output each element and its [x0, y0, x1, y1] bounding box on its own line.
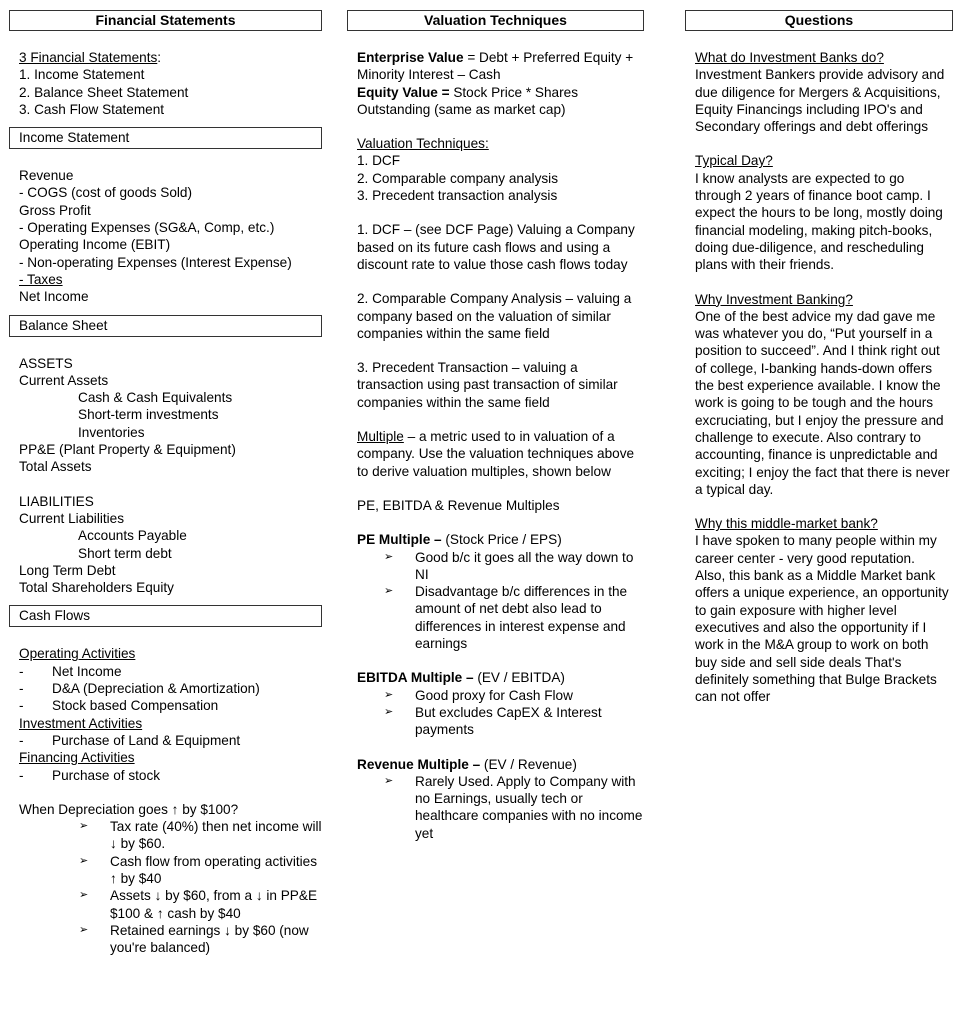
answer: Investment Bankers provide advisory and due diligence for Mergers & Acquisitions, Equity Financings including IPO's and Secondary offerings and debt offerings — [695, 67, 945, 135]
answer: I know analysts are expected to go through 2 years of finance boot camp. I expect the hours to be long, mostly doing financial modeling, making pitch-books, doing due-diligence, and rescheduling plans with their friends. — [695, 170, 943, 273]
income-statement-header: Income Statement — [9, 127, 322, 149]
fs-section: 3 Financial Statements: 1. Income Statement 2. Balance Sheet Statement 3. Cash Flow Statement — [9, 49, 322, 118]
depreciation-question: When Depreciation goes ↑ by $100? — [19, 801, 239, 817]
arrow-bullet-icon: ➢ — [79, 820, 89, 833]
multiple-paragraph: Multiple – a metric used to in valuation of a company. Use the valuation techniques above to derive valuation multiples, shown below — [357, 429, 635, 479]
dash-icon: - — [19, 767, 24, 783]
arrow-bullet-icon: ➢ — [384, 774, 394, 787]
list-item: ➢ Tax rate (40%) then net income will ↓ by $60. — [79, 819, 322, 852]
list-item: - D&A (Depreciation & Amortization) — [19, 681, 260, 697]
arrow-bullet-icon: ➢ — [384, 705, 394, 718]
fs-item: 2. Balance Sheet Statement — [19, 84, 189, 100]
questions-section — [685, 49, 953, 705]
answer: One of the best advice my dad gave me was whatever you do, “Put yourself in a position to succeed”. And I think right out of college, I-banking hands-down offers the best experience available. I know the work is going to be tough and the hours excruciating, but I enjoy the pressure and challenge to execute. Also contrary to accounting, finance is unpredictable and exciting; I enjoy the fact that there is never a typical day. — [695, 308, 950, 497]
balance-section: ASSETS Current Assets Cash & Cash Equivalents Short-term investments Inventories PP&E (Plant Property & Equipment) Total Assets LIABILITIES Current Liabilities Accounts Payable Short term debt Long Term Debt Total Shareholders Equity — [19, 355, 236, 596]
questions-header: Questions — [685, 10, 953, 31]
arrow-bullet-icon: ➢ — [384, 688, 394, 701]
list-item: ➢ Good proxy for Cash Flow — [384, 687, 573, 703]
income-section: Revenue - COGS (cost of goods Sold) Gross Profit - Operating Expenses (SG&A, Comp, etc.) Operating Income (EBIT) - Non-operating Expenses (Interest Expense) - Taxes Net Income — [19, 168, 292, 305]
balance-sheet-header: Balance Sheet — [9, 315, 322, 337]
dash-icon: - — [19, 732, 24, 748]
dcf-paragraph: 1. DCF – (see DCF Page) Valuing a Company based on its future cash flows and using a discount rate to value those cash flows today — [357, 222, 635, 272]
arrow-bullet-icon: ➢ — [79, 889, 89, 902]
cash-flows-header: Cash Flows — [9, 605, 322, 627]
question: Typical Day? — [695, 153, 773, 169]
financial-statements-header: Financial Statements — [9, 10, 322, 31]
list-item: ➢ Rarely Used. Apply to Company with no Earnings, usually tech or healthcare companies with no income yet — [384, 773, 643, 841]
arrow-bullet-icon: ➢ — [79, 854, 89, 867]
arrow-bullet-icon: ➢ — [384, 550, 394, 563]
question: Why this middle-market bank? — [695, 516, 878, 532]
dash-icon: - — [19, 698, 24, 714]
question: Why Investment Banking? — [695, 291, 853, 307]
list-item: - Stock based Compensation — [19, 698, 219, 714]
column-valuation-techniques — [347, 10, 644, 842]
list-item: ➢ But excludes CapEX & Interest payments — [384, 704, 602, 738]
column-questions — [685, 10, 953, 705]
arrow-bullet-icon: ➢ — [384, 585, 394, 598]
list-item: - Purchase of stock — [19, 767, 161, 783]
fs-item: 3. Cash Flow Statement — [19, 101, 165, 117]
comparable-paragraph: 2. Comparable Company Analysis – valuing a company based on the valuation of similar companies within the same field — [357, 291, 632, 341]
answer: I have spoken to many people within my career center - very good reputation. — [695, 533, 937, 566]
list-item: - Net Income — [19, 663, 122, 679]
question: What do Investment Banks do? — [695, 50, 884, 65]
list-item: ➢ Good b/c it goes all the way down to NI — [384, 549, 634, 582]
column-financial-statements — [9, 10, 322, 956]
precedent-paragraph: 3. Precedent Transaction – valuing a transaction using past transaction of similar companies within the same field — [357, 360, 618, 410]
dash-icon: - — [19, 663, 24, 679]
list-item: ➢ Assets ↓ by $60, from a ↓ in PP&E $100 & ↑ cash by $40 — [79, 888, 318, 921]
list-item: ➢ Cash flow from operating activities ↑ by $40 — [79, 853, 318, 886]
list-item: ➢ Disadvantage b/c differences in the amount of net debt also lead to differences in interest expense and earnings — [384, 584, 628, 652]
cash-section: Operating Activities - Net Income - D&A (Depreciation & Amortization) - Stock based Compensation Investment Activities - Purchase of Land & Equipment Financing Activities - Purchase of stock When Depreciation goes ↑ by $100? ➢ Tax rate (40%) then net income will ↓ by $60. ➢ Cash flow from operating activities ↑ by $40 ➢ Assets ↓ by $60, from a ↓ in PP&E $100 & ↑ cash by $40 ➢ Retained earnings ↓ by $60 (now you're balanced) — [19, 646, 322, 956]
answer: Also, this bank as a Middle Market bank offers a unique experience, an opportunity to gain exposure with higher level executives and also the opportunity if I work in the M&A group to work on both buy side and sell side deals That's definitely something that Bulge Brackets can not offer — [695, 568, 949, 705]
fs-title: 3 Financial Statements — [19, 50, 158, 65]
valuation-techniques-header: Valuation Techniques — [347, 10, 644, 31]
list-item: ➢ Retained earnings ↓ by $60 (now you're balanced) — [79, 922, 309, 956]
fs-item: 1. Income Statement — [19, 67, 145, 83]
list-item: - Purchase of Land & Equipment — [19, 732, 241, 748]
dash-icon: - — [19, 681, 24, 697]
arrow-bullet-icon: ➢ — [79, 923, 89, 936]
valuation-section: Enterprise Value = Debt + Preferred Equity + Minority Interest – Cash Equity Value = Stock Price * Shares Outstanding (same as market cap) Valuation Techniques: 1. DCF 2. Comparable company analysis 3. Precedent transaction analysis 1. DCF – (see DCF Page) Valuing a Company based on its future cash flows and using a discount rate to value those cash flows today 2. Comparable Company Analysis – valuing a company based on the valuation of similar companies within the same field 3. Precedent Transaction – valuing a transaction using past transaction of similar companies within the same field Multiple – a metric used to in valuation of a company. Use the valuation techniques above to derive valuation multiples, shown below PE, EBITDA & Revenue Multiples PE Multiple – (Stock Price / EPS) ➢ Good b/c it goes all the way down to NI ➢ Disadvantage b/c differences in the amount of net debt also lead to differences in interest expense and earnings EBITDA Multiple – (EV / EBITDA) ➢ Good proxy for Cash Flow ➢ But excludes CapEX & Interest payments Revenue Multiple – (EV / Revenue) ➢ Rarely Used. Apply to Company with no Earnings, usually tech or healthcare companies with no income yet — [357, 50, 643, 841]
